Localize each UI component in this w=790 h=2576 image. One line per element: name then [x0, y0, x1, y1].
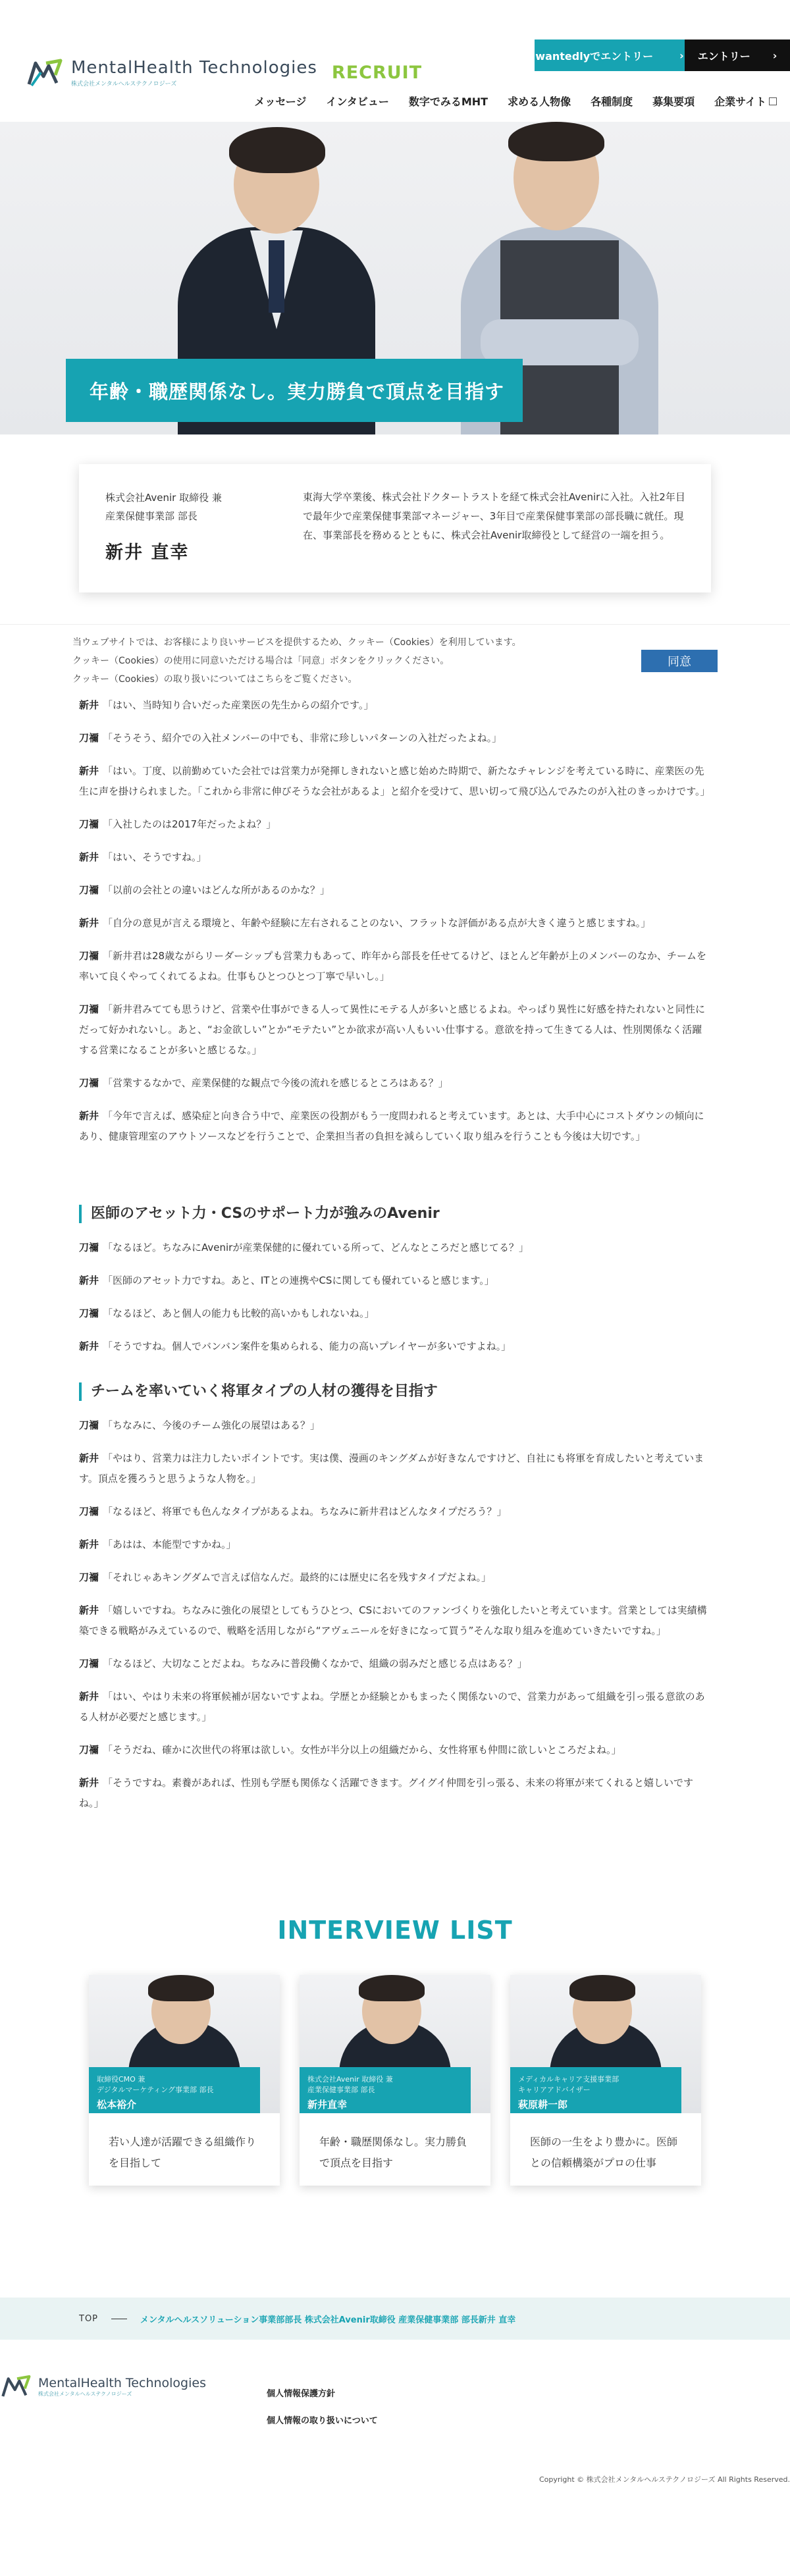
nav-item-corporate-label: 企業サイト — [714, 95, 766, 108]
interview-paragraph — [79, 1687, 711, 1727]
footer-logo-text: MentalHealth Technologies — [38, 2375, 206, 2390]
card-description: 若い人達が活躍できる組織作りを目指して — [109, 2136, 257, 2169]
interview-paragraph — [79, 946, 711, 987]
speaker-name: 刀禰 — [79, 1571, 99, 1583]
card-name: 新井直幸 — [307, 2099, 348, 2111]
profile-role-line1: 株式会社Avenir 取締役 兼 — [105, 492, 222, 504]
speaker-text: 「やはり、営業力は注力したいポイントです。実は僕、漫画のキングダムが好きなんですけど、自社にも将軍を育成したいと考えています。頂点を獲ろうと思うような人物を。」 — [79, 1452, 704, 1485]
breadcrumb-current: メンタルヘルスソリューション事業部部長 株式会社Avenir取締役 産業保健事業部 部長新井 直幸 — [140, 2315, 516, 2325]
card-role-line1: 取締役CMO 兼 — [97, 2075, 145, 2084]
card-description: 年齢・職歴関係なし。実力勝負で頂点を目指す — [319, 2136, 467, 2169]
interview-paragraph — [79, 1773, 711, 1814]
interview-list-title: INTERVIEW LIST — [277, 1916, 513, 1945]
speaker-name: 刀禰 — [79, 1003, 99, 1015]
interview-paragraph — [79, 1336, 711, 1357]
footer-links — [267, 2386, 378, 2440]
speaker-name: 新井 — [79, 699, 99, 711]
chevron-right-icon: › — [772, 49, 777, 62]
speaker-name: 刀禰 — [79, 950, 99, 962]
speaker-name: 新井 — [79, 851, 99, 863]
interview-paragraph — [79, 1740, 711, 1760]
interview-paragraph — [79, 880, 711, 901]
interview-paragraph — [79, 1106, 711, 1147]
footer-logo[interactable] — [0, 2373, 206, 2400]
speaker-name: 刀禰 — [79, 732, 99, 744]
site-header — [0, 0, 790, 122]
speaker-name: 刀禰 — [79, 1307, 99, 1319]
speaker-text: 「あはは、本能型ですかね。」 — [103, 1538, 236, 1550]
footer-link-personal-info[interactable]: 個人情報の取り扱いについて — [267, 2416, 378, 2426]
interview-card-tag — [510, 2067, 681, 2113]
entry-button[interactable] — [685, 39, 790, 71]
logo-mark-icon — [0, 2373, 34, 2400]
logo-text: MentalHealth Technologies — [71, 57, 317, 78]
interview-paragraph — [79, 1654, 711, 1674]
speaker-name: 新井 — [79, 1452, 99, 1464]
profile-card — [79, 464, 711, 592]
speaker-name: 新井 — [79, 1275, 99, 1286]
speaker-text: 「なるほど、あと個人の能力も比較的高いかもしれないね。」 — [103, 1307, 375, 1319]
chevron-right-icon: › — [679, 49, 684, 62]
speaker-text: 「はい、そうですね。」 — [103, 851, 207, 863]
card-role-line2: キャリアアドバイザー — [518, 2086, 591, 2094]
interview-paragraph — [79, 761, 711, 802]
interview-paragraph — [79, 1303, 711, 1324]
section-heading-team: チームを率いていく将軍タイプの人材の獲得を目指す — [79, 1382, 711, 1401]
interview-card-tag — [300, 2067, 471, 2113]
speaker-name: 新井 — [79, 1340, 99, 1352]
wantedly-entry-label: wantedlyでエントリー — [535, 49, 654, 63]
interview-paragraph — [79, 728, 711, 749]
card-description: 医師の一生をより豊かに。医師との信頼構築がプロの仕事 — [530, 2136, 678, 2169]
speaker-text: 「自分の意見が言える環境と、年齢や経験に左右されることのない、フラットな評価がある点が大きく違うと感じますね。」 — [103, 917, 651, 929]
cookie-banner — [0, 624, 790, 697]
interview-paragraph — [79, 1502, 711, 1522]
nav-item-interview[interactable]: インタビュー — [326, 95, 389, 108]
speaker-text: 「新井君は28歳ながらリーダーシップも営業力もあって、昨年から部長を任せてるけど、ほとんど年齢が上のメンバーのなか、チームを率いて良くやってくれてるよね。仕事もひとつひとつ丁寧で早いし。」 — [79, 950, 707, 982]
interview-paragraph — [79, 1271, 711, 1291]
nav-item-requirements[interactable]: 募集要項 — [652, 95, 695, 108]
interview-block-3 — [79, 1415, 711, 1826]
interview-paragraph — [79, 1448, 711, 1489]
breadcrumb-top-link[interactable]: TOP — [79, 2313, 99, 2324]
speaker-text: 「以前の会社との違いはどんな所があるのかな？」 — [103, 884, 330, 896]
nav-item-corporate-site[interactable] — [714, 93, 777, 109]
speaker-name: 刀禰 — [79, 1506, 99, 1517]
speaker-text: 「そうですね。素養があれば、性別も学歴も関係なく活躍できます。グイグイ仲間を引っ張る、未来の将軍が来てくれると嬉しいですね。」 — [79, 1777, 694, 1809]
speaker-text: 「入社したのは2017年だったよね？」 — [103, 818, 276, 830]
entry-label: エントリー — [697, 49, 750, 63]
interview-paragraph — [79, 913, 711, 933]
speaker-name: 刀禰 — [79, 1744, 99, 1756]
speaker-name: 新井 — [79, 1777, 99, 1789]
speaker-text: 「それじゃあキングダムで言えば信なんだ。最終的には歴史に名を残すタイプだよね。」 — [103, 1571, 491, 1583]
logo-mark-icon — [26, 57, 66, 88]
interview-paragraph — [79, 1600, 711, 1641]
interview-paragraph — [79, 1535, 711, 1555]
speaker-text: 「はい。丁度、以前勤めていた会社では営業力が発揮しきれないと感じ始めた時期で、新たなチャレンジを考えている時に、産業医の先生に声を掛けられました。「これから非常に伸びそうな会社があるよ」と紹介を受けて、思い切って飛び込んでみたのが入社のきっかけです。」 — [79, 765, 710, 797]
speaker-name: 刀禰 — [79, 1419, 99, 1431]
nav-item-numbers[interactable]: 数字でみるMHT — [408, 95, 488, 108]
hero-banner — [0, 122, 790, 434]
copyright: Copyright © 株式会社メンタルヘルステクノロジーズ All Rights Reserved. — [539, 2475, 790, 2484]
site-logo[interactable] — [26, 57, 422, 88]
speaker-text: 「はい、やはり未来の将軍候補が居ないですよね。学歴とか経験とかもまったく関係ないので、営業力があって組織を引っ張る意欲のある人材が必要だと感じます。」 — [79, 1691, 705, 1723]
interview-paragraph — [79, 1073, 711, 1093]
speaker-text: 「医師のアセット力ですね。あと、ITとの連携やCSに関しても優れていると感じます。」 — [103, 1275, 494, 1286]
interview-paragraph — [79, 1567, 711, 1588]
breadcrumb — [0, 2298, 790, 2340]
nav-item-ideal-person[interactable]: 求める人物像 — [508, 95, 571, 108]
card-role-line2: 産業保健事業部 部長 — [307, 2086, 375, 2094]
speaker-text: 「嬉しいですね。ちなみに強化の展望としてもうひとつ、CSにおいてのファンづくりを強化したいと考えています。営業としては実績構築できる戦略がみえているので、戦略を活用しながら“アヴェニールを好きになって買う”そんな取り組みを進めていきたいですね。」 — [79, 1604, 707, 1637]
speaker-text: 「はい、当時知り合いだった産業医の先生からの紹介です。」 — [103, 699, 374, 711]
speaker-name: 新井 — [79, 1110, 99, 1122]
speaker-text: 「そうだね、確かに次世代の将軍は欲しい。女性が半分以上の組織だから、女性将軍も仲間に欲しいところだよね。」 — [103, 1744, 621, 1756]
nav-item-message[interactable]: メッセージ — [254, 95, 307, 108]
profile-role-line2: 産業保健事業部 部長 — [105, 510, 198, 522]
interview-paragraph — [79, 1415, 711, 1436]
speaker-name: 刀禰 — [79, 1077, 99, 1089]
section-heading-asset: 医師のアセット力・CSのサポート力が強みのAvenir — [79, 1205, 711, 1223]
speaker-name: 新井 — [79, 1604, 99, 1616]
cookie-text-line1: 当ウェブサイトでは、お客様により良いサービスを提供するため、クッキー（Cookies）を利用しています。 — [72, 637, 521, 648]
speaker-name: 新井 — [79, 1691, 99, 1702]
interview-paragraph — [79, 1238, 711, 1258]
speaker-text: 「なるほど、大切なことだよね。ちなみに普段働くなかで、組織の弱みだと感じる点はある？」 — [103, 1658, 527, 1669]
interview-paragraph — [79, 847, 711, 868]
footer-logo-subtext: 株式会社メンタルヘルステクノロジーズ — [38, 2390, 132, 2397]
wantedly-entry-button[interactable] — [535, 39, 685, 71]
hero-title: 年齢・職歴関係なし。実力勝負で頂点を目指す — [66, 359, 523, 422]
card-role-line2: デジタルマーケティング事業部 部長 — [97, 2086, 214, 2094]
speaker-text: 「営業するなかで、産業保健的な観点で今後の流れを感じるところはある？」 — [103, 1077, 448, 1089]
speaker-text: 「なるほど、将軍でも色んなタイプがあるよね。ちなみに新井君はどんなタイプだろう？」 — [103, 1506, 507, 1517]
card-name: 松本裕介 — [97, 2099, 137, 2111]
cookie-text-line2: クッキー（Cookies）の使用に同意いただける場合は「同意」ボタンをクリックください。 — [72, 656, 450, 666]
footer-link-privacy-policy[interactable]: 個人情報保護方針 — [267, 2389, 336, 2399]
interview-paragraph — [79, 999, 711, 1061]
nav-item-systems[interactable]: 各種制度 — [591, 95, 633, 108]
speaker-name: 新井 — [79, 917, 99, 929]
speaker-name: 新井 — [79, 765, 99, 777]
interview-card-tag — [89, 2067, 260, 2113]
speaker-name: 刀禰 — [79, 1242, 99, 1253]
profile-bio: 東海大学卒業後、株式会社ドクタートラストを経て株式会社Avenirに入社。入社2年目で最年少で産業保健事業部マネージャー、3年目で産業保健事業部の部長職に就任。現在、事業部長を務めるとともに、株式会社Avenir取締役として経営の一端を担う。 — [303, 491, 685, 541]
speaker-text: 「新井君みてても思うけど、営業や仕事ができる人って異性にモテる人が多いと感じるよね。やっぱり異性に好感を持たれないと同性にだって好かれないし。あと、“お金欲しい”とか“モテたい”とか欲求が高い人もいい仕事する。意欲を持って生きてる人は、性別関係なく活躍する営業になることが多いと感じるな。」 — [79, 1003, 706, 1056]
cookie-text-line3[interactable]: クッキー（Cookies）の取り扱いについてはこちらをご覧ください。 — [72, 674, 357, 685]
cookie-agree-button[interactable]: 同意 — [641, 650, 718, 672]
interview-card[interactable] — [89, 1975, 280, 2186]
card-role-line1: メディカルキャリア支援事業部 — [518, 2075, 619, 2084]
speaker-text: 「ちなみに、今後のチーム強化の展望はある？」 — [103, 1419, 321, 1431]
interview-paragraph — [79, 814, 711, 835]
speaker-text: 「なるほど。ちなみにAvenirが産業保健的に優れている所って、どんなところだと感じてる？」 — [103, 1242, 529, 1253]
profile-name: 新井 直幸 — [105, 542, 190, 563]
speaker-name: 新井 — [79, 1538, 99, 1550]
main-nav — [254, 93, 777, 109]
logo-subtext: 株式会社メンタルヘルステクノロジーズ — [71, 80, 177, 88]
recruit-label: RECRUIT — [331, 62, 423, 83]
speaker-text: 「今年で言えば、感染症と向き合う中で、産業医の役割がもう一度問われると考えています。あとは、大手中心にコストダウンの傾向にあり、健康管理室のアウトソースなどを行うことで、企業担当者の負担を減らしていく取り組みを行うことも今後は大切です。」 — [79, 1110, 704, 1142]
speaker-text: 「そうそう、紹介での入社メンバーの中でも、非常に珍しいパターンの入社だったよね。」 — [103, 732, 502, 744]
interview-paragraph — [79, 695, 711, 716]
interview-block-2 — [79, 1238, 711, 1369]
interview-block-1 — [79, 695, 711, 1159]
speaker-name: 刀禰 — [79, 818, 99, 830]
card-name: 萩原耕一郎 — [518, 2099, 568, 2111]
speaker-name: 刀禰 — [79, 884, 99, 896]
card-role-line1: 株式会社Avenir 取締役 兼 — [307, 2075, 393, 2084]
external-link-icon — [769, 97, 777, 105]
interview-card[interactable] — [510, 1975, 701, 2186]
speaker-name: 刀禰 — [79, 1658, 99, 1669]
speaker-text: 「そうですね。個人でバンバン案件を集められる、能力の高いプレイヤーが多いですよね。」 — [103, 1340, 512, 1352]
interview-card[interactable] — [300, 1975, 490, 2186]
